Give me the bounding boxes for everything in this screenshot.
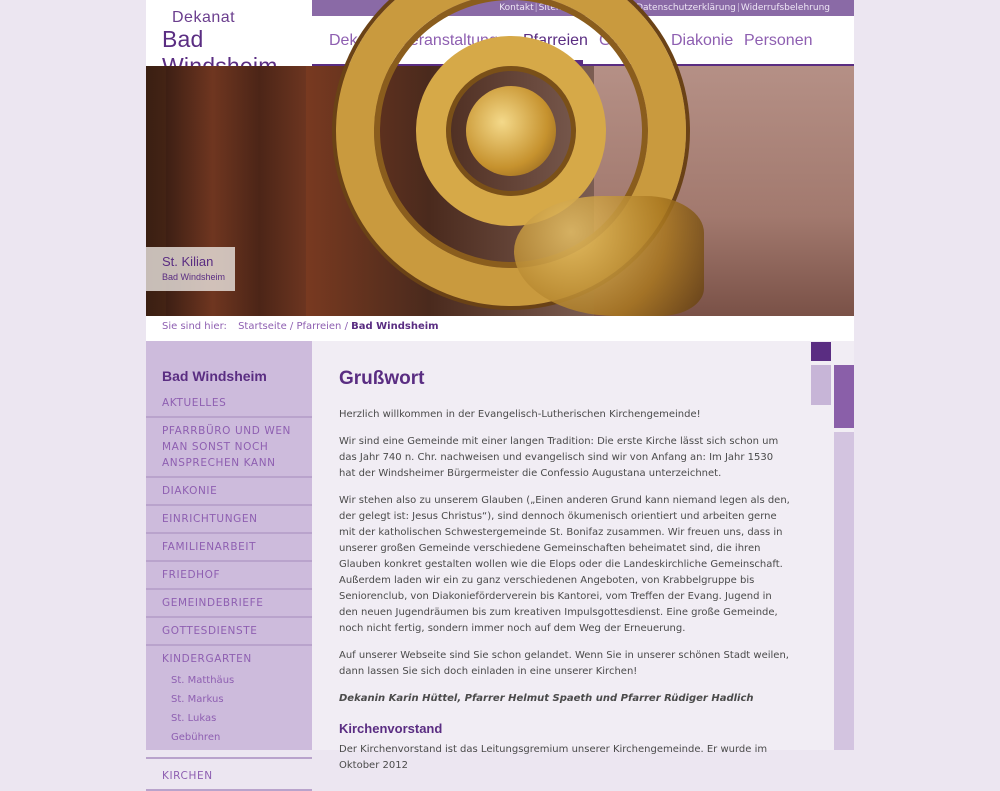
deco-block-light: [811, 365, 831, 405]
breadcrumb-link-pfarreien[interactable]: Pfarreien: [296, 321, 342, 332]
deco-block-mid: [834, 365, 854, 428]
breadcrumb: Sie sind hier: Startseite / Pfarreien / Bad Windsheim: [146, 316, 854, 340]
site-logo[interactable]: [146, 0, 312, 66]
hero-caption: [146, 247, 235, 291]
utility-link-sitemap[interactable]: Sitemap: [538, 3, 576, 13]
sidebar-subitem-st-lukas[interactable]: St. Lukas: [171, 713, 217, 724]
main-content: [312, 341, 810, 771]
sidebar-item-kirchen[interactable]: KIRCHEN: [146, 763, 312, 791]
sidebar-subitem-st-matthaeus[interactable]: St. Matthäus: [171, 675, 235, 686]
nav-item-diakonie[interactable]: Diakonie: [671, 32, 734, 49]
nav-item-glauben[interactable]: Glauben: [599, 32, 660, 49]
breadcrumb-link-startseite[interactable]: Startseite: [238, 321, 287, 332]
utility-link-kontakt[interactable]: Kontakt: [499, 3, 534, 13]
sidebar-item-aktuelles[interactable]: AKTUELLES: [146, 390, 312, 418]
sidebar-item-pfarrbuero[interactable]: PFARRBÜRO UND WEN MAN SONST NOCH ANSPRECHEN KANN: [146, 418, 312, 478]
sidebar-item-diakonie[interactable]: DIAKONIE: [146, 478, 312, 506]
section-heading-kirchenvorstand: Kirchenvorstand: [339, 721, 443, 736]
breadcrumb-current: Bad Windsheim: [351, 321, 439, 332]
sidebar-subitem-st-markus[interactable]: St. Markus: [171, 694, 224, 705]
sidebar-subitem-gebuehren[interactable]: Gebühren: [171, 732, 221, 743]
utility-link-impressum[interactable]: Impressum: [580, 3, 632, 13]
nav-item-dekanat[interactable]: Dekanat: [329, 32, 389, 49]
intro-paragraph: Herzlich willkommen in der Evangelisch-Lutherischen Kirchengemeinde!: [339, 409, 701, 420]
hero-caption-subtitle: Bad Windsheim: [162, 272, 226, 282]
signature: Dekanin Karin Hüttel, Pfarrer Helmut Spaeth und Pfarrer Rüdiger Hadlich: [339, 693, 754, 704]
faith-paragraph: Wir stehen also zu unserem Glauben („Einen anderen Grund kann niemand legen als den, der gelegt ist: Jesus Christus“), sind dennoch ökumenisch orientiert und arbeiten gerne mit der katholischen Schwestergemeinde St. Bonifaz zusammen. Wir freuen uns, dass in unserer großen Gemeinde verschiedene Gemeinschaften beheimatet sind, die ihren Glauben konkret gestalten wollen wie die Elops oder die Landeskirchliche Gemeinschaft. Außerdem laden wir ein zu ganz verschiedenen Angeboten, von Krabbelgruppe bis Seniorenclub, von Diakonieförderverein bis Kantorei, vom Treffen der Evang. Jugend in den neuen Jugendräumen bis zum kreativen Impulsgottesdienst. Eine große Gemeinde, noch nicht fertig, sondern immer noch auf dem Weg der Erneuerung.: [339, 495, 790, 634]
tradition-paragraph: Wir sind eine Gemeinde mit einer langen Tradition: Die erste Kirche lässt sich schon um das Jahr 740 n. Chr. nachweisen und evangelisch sind wir von Anfang an: Im Jahr 1530 hat der Windsheimer Bürgermeister die Confessio Augustana unterzeichnet.: [339, 436, 779, 479]
sidebar-item-gottesdienste[interactable]: GOTTESDIENSTE: [146, 618, 312, 646]
logo-line2: Bad: [162, 26, 204, 52]
sidebar-item-kindergarten[interactable]: KINDERGARTEN: [162, 653, 252, 665]
sidebar-item-familienarbeit[interactable]: FAMILIENARBEIT: [146, 534, 312, 562]
website-paragraph: Auf unserer Webseite sind Sie schon gelandet. Wenn Sie in unserer schönen Stadt weilen, dann lassen Sie sich doch einladen in eine unserer Kirchen!: [339, 650, 789, 677]
sidebar-title: Bad Windsheim: [162, 368, 267, 384]
deco-square-dark: [811, 342, 831, 361]
logo-line1: Dekanat: [172, 9, 236, 26]
sidebar-group-kindergarten: [146, 646, 312, 759]
utility-link-widerruf[interactable]: Widerrufsbelehrung: [740, 3, 830, 13]
sidebar-item-einrichtungen[interactable]: EINRICHTUNGEN: [146, 506, 312, 534]
sidebar-item-friedhof[interactable]: FRIEDHOF: [146, 562, 312, 590]
page-title: Grußwort: [339, 368, 425, 389]
sidebar: [146, 341, 312, 782]
nav-item-personen[interactable]: Personen: [744, 32, 813, 49]
deco-block-tall: [834, 432, 854, 750]
utility-nav: Kontakt|Sitemap|Impressum|Datenschutzerklärung|Widerrufsbelehrung: [312, 0, 854, 16]
nav-item-pfarreien[interactable]: Pfarreien: [523, 32, 588, 49]
hero-image: [146, 66, 854, 316]
breadcrumb-label: Sie sind hier:: [162, 321, 227, 332]
hero-caption-title: St. Kilian: [162, 254, 214, 269]
sidebar-nav: [146, 390, 312, 791]
nav-item-veranstaltungen[interactable]: Veranstaltungen: [400, 32, 516, 49]
sidebar-item-gemeindebriefe[interactable]: GEMEINDEBRIEFE: [146, 590, 312, 618]
page: [146, 0, 854, 782]
utility-link-datenschutz[interactable]: Datenschutzerklärung: [636, 3, 736, 13]
kirchenvorstand-paragraph: Der Kirchenvorstand ist das Leitungsgremium unserer Kirchengemeinde. Er wurde im Oktober 2012: [339, 744, 768, 771]
